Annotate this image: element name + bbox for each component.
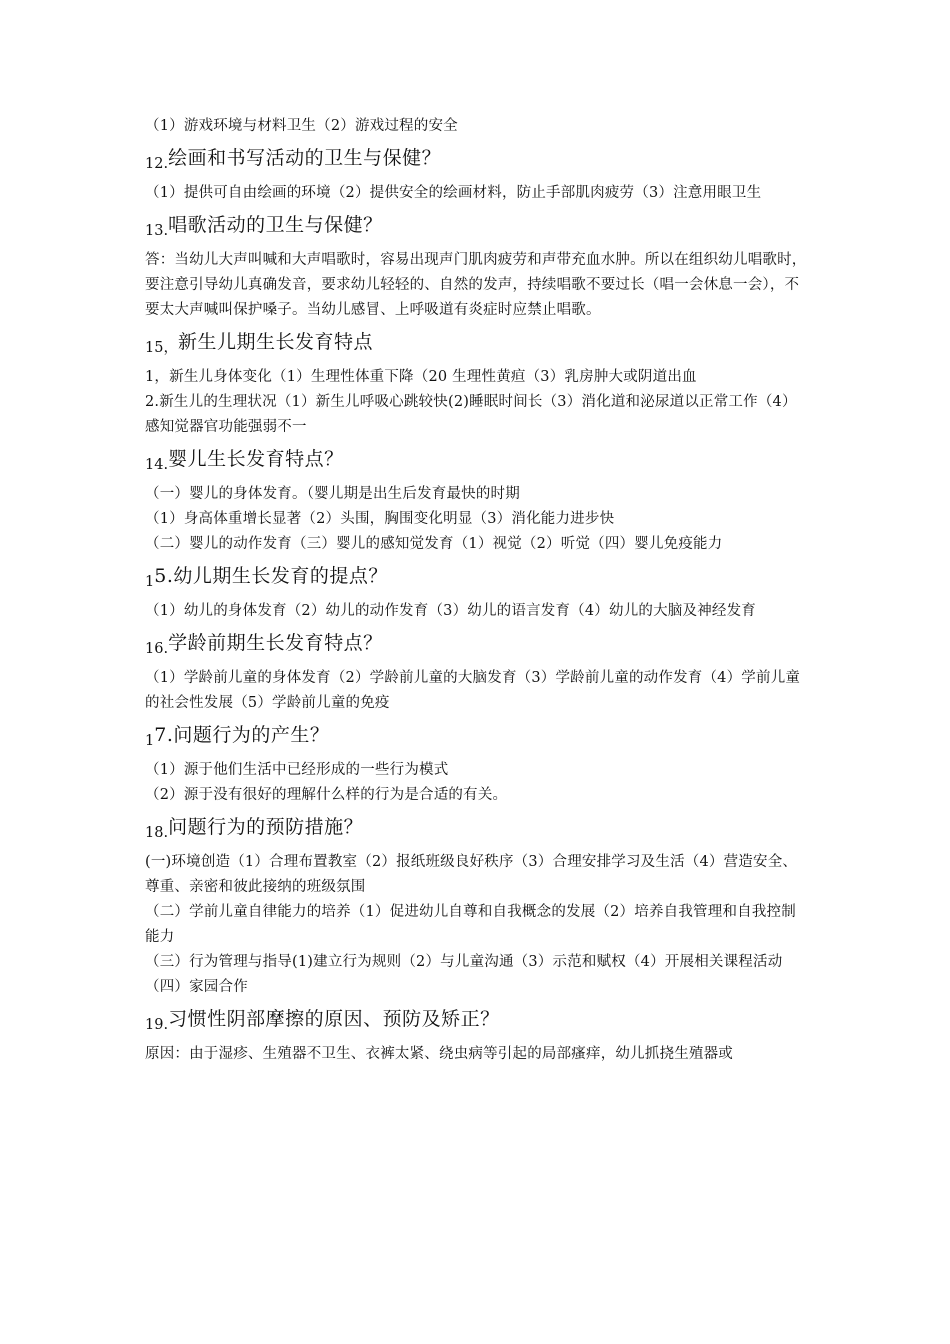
section-heading bbox=[145, 329, 810, 357]
heading-number: 1 bbox=[145, 733, 155, 749]
paragraph: （1）身高体重增长显著（2）头围，胸围变化明显（3）消化能力进步快 bbox=[145, 511, 615, 527]
paragraph: 原因：由于湿疹、生殖器不卫生、衣裤太紧、绕虫病等引起的局部瘙痒，幼儿抓挠生殖器或 bbox=[145, 1046, 733, 1062]
heading-text: 习惯性阴部摩擦的原因、预防及矫正？ bbox=[168, 1008, 500, 1030]
section-heading bbox=[145, 1006, 810, 1034]
section-heading bbox=[145, 145, 810, 173]
paragraph: （二）婴儿的动作发育（三）婴儿的感知觉发育（1）视觉（2）听觉（四）婴儿免疫能力 bbox=[145, 536, 723, 552]
paragraph: （1）提供可自由绘画的环境（2）提供安全的绘画材料，防止手部肌肉疲劳（3）注意用眼卫生 bbox=[145, 185, 762, 201]
paragraph: （三）行为管理与指导(1)建立行为规则（2）与儿童沟通（3）示范和赋权（4）开展相关课程活动 bbox=[145, 954, 783, 970]
heading-text: 问题行为的预防措施？ bbox=[168, 816, 364, 838]
section-heading bbox=[145, 212, 810, 240]
paragraph: （2）源于没有很好的理解什么样的行为是合适的有关。 bbox=[145, 787, 508, 803]
heading-number: 1 bbox=[145, 574, 155, 590]
heading-number: 16. bbox=[145, 641, 169, 657]
heading-number: 15， bbox=[145, 340, 178, 356]
paragraph: （1）游戏环境与材料卫生（2）游戏过程的安全 bbox=[145, 118, 458, 134]
heading-text: 学龄前期生长发育特点？ bbox=[168, 632, 383, 654]
paragraph: （二）学前儿童自律能力的培养（1）促进幼儿自尊和自我概念的发展（2）培养自我管理和自我控制能力 bbox=[145, 904, 796, 945]
paragraph: （一）婴儿的身体发育。（婴儿期是出生后发育最快的时期 bbox=[145, 486, 520, 502]
heading-number: 14. bbox=[145, 457, 169, 473]
heading-number: 12. bbox=[145, 156, 169, 172]
heading-number: 19. bbox=[145, 1017, 169, 1033]
paragraph: 2.新生儿的生理状况（1）新生儿呼吸心跳较快(2)睡眠时间长（3）消化道和泌尿道以正常工作（4）感知觉器官功能强弱不一 bbox=[145, 394, 797, 435]
section-heading bbox=[145, 814, 810, 842]
paragraph: 1，新生儿身体变化（1）生理性体重下降（20 生理性黄疸（3）乳房肿大或阴道出血 bbox=[145, 369, 697, 385]
heading-number: 13. bbox=[145, 223, 169, 239]
section-heading bbox=[145, 722, 810, 750]
paragraph: (一)环境创造（1）合理布置教室（2）报纸班级良好秩序（3）合理安排学习及生活（4）营造安全、尊重、亲密和彼此接纳的班级氛围 bbox=[145, 854, 798, 895]
document-page bbox=[145, 114, 810, 1067]
heading-text: 婴儿生长发育特点？ bbox=[168, 448, 344, 470]
heading-text: 绘画和书写活动的卫生与保健？ bbox=[168, 147, 442, 169]
heading-number: 18. bbox=[145, 825, 169, 841]
paragraph: 答：当幼儿大声叫喊和大声唱歌时，容易出现声门肌肉疲劳和声带充血水肿。所以在组织幼儿唱歌时，要注意引导幼儿真确发音，要求幼儿轻轻的、自然的发声，持续唱歌不要过长（唱一会休息一会），不要太大声喊叫保护嗓子。当幼儿感冒、上呼吸道有炎症时应禁止唱歌。 bbox=[145, 252, 807, 318]
heading-text: 5.幼儿期生长发育的提点？ bbox=[154, 565, 388, 587]
section-heading bbox=[145, 446, 810, 474]
paragraph: （1）幼儿的身体发育（2）幼儿的动作发育（3）幼儿的语言发育（4）幼儿的大脑及神经发育 bbox=[145, 603, 756, 619]
paragraph: （1）学龄前儿童的身体发育（2）学龄前儿童的大脑发育（3）学龄前儿童的动作发育（4）学前儿童的社会性发展（5）学龄前儿童的免疫 bbox=[145, 670, 801, 711]
section-heading bbox=[145, 630, 810, 658]
heading-text: 新生儿期生长发育特点 bbox=[177, 331, 373, 353]
paragraph: （四）家园合作 bbox=[145, 979, 248, 995]
section-heading bbox=[145, 563, 810, 591]
heading-text: 唱歌活动的卫生与保健？ bbox=[168, 214, 383, 236]
paragraph: （1）源于他们生活中已经形成的一些行为模式 bbox=[145, 762, 449, 778]
heading-text: 7.问题行为的产生？ bbox=[154, 724, 330, 746]
